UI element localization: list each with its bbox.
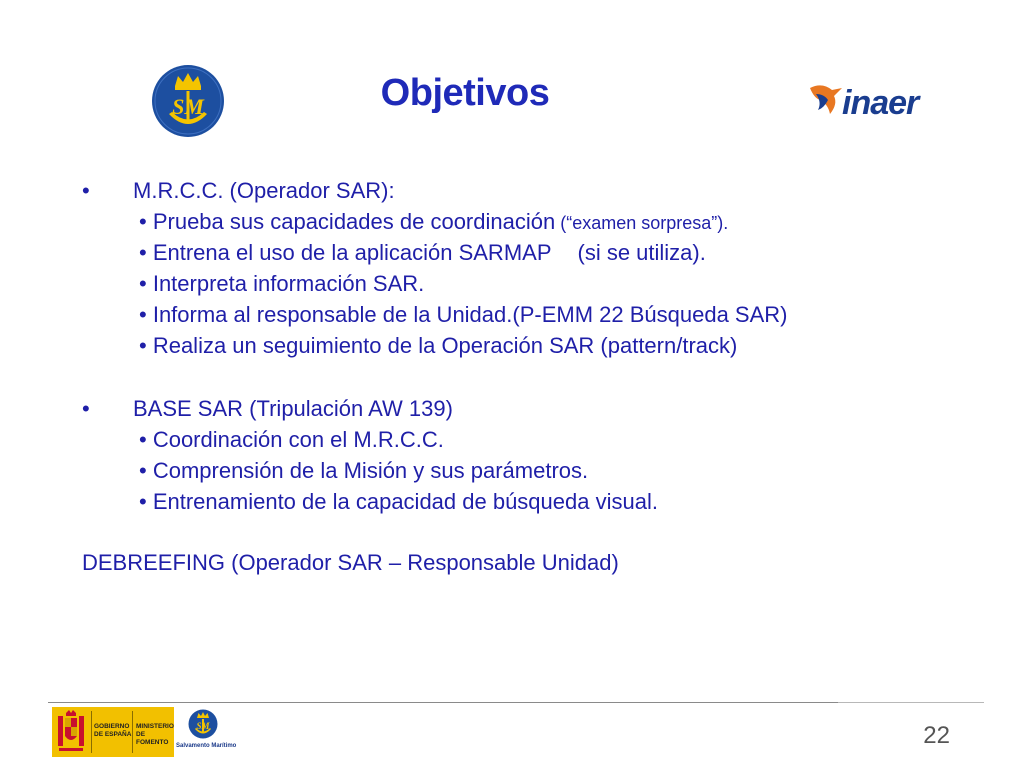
list-item-text: Prueba sus capacidades de coordinación [152,209,556,234]
list-item: • Entrenamiento de la capacidad de búsqueda visual. [139,489,658,514]
list-item: • Interpreta información SAR. [139,271,425,296]
inaer-wordmark: inaer [842,84,919,122]
section-heading: M.R.C.C. (Operador SAR): [133,178,395,203]
section-heading: BASE SAR (Tripulación AW 139) [133,396,453,421]
debriefing-text: DEBREEFING (Operador SAR – Responsable Unidad) [82,550,619,575]
sm-letters: SM [172,94,204,119]
bullet: • [82,396,90,421]
list-item: • Prueba sus capacidades de coordinación (“examen sorpresa”). [139,209,729,234]
list-item-text: Coordinación con el M.R.C.C. [152,427,444,452]
ministry-line-1: MINISTERIO [136,723,174,730]
list-item: • Comprensión de la Misión y sus parámetros. [139,458,589,483]
bullet: • [82,178,90,203]
list-item-text: Entrena el uso de la aplicación SARMAP [152,240,552,265]
ministry-line-2: DE FOMENTO [136,731,169,746]
inaer-logo [808,80,958,124]
list-item-text: Entrenamiento de la capacidad de búsqueda visual. [152,489,658,514]
list-item: • Informa al responsable de la Unidad.(P-EMM 22 Búsqueda SAR) [139,302,788,327]
gov-line-2: DE ESPAÑA [94,731,132,738]
salvamento-maritimo-footer-logo [176,707,237,757]
list-item: • Coordinación con el M.R.C.C. [139,427,444,452]
list-item-text: Informa al responsable de la Unidad.(P-EMM 22 Búsqueda SAR) [152,302,788,327]
sm-emblem-icon [188,709,218,739]
gobierno-espana-logo [52,707,174,757]
sm-caption: Salvamento Marítimo [176,743,237,749]
footer-divider-dark [48,702,838,703]
list-item-text: Realiza un seguimiento de la Operación SAR (pattern/track) [152,333,738,358]
gov-line-1: GOBIERNO [94,723,130,730]
list-item: • Entrena el uso de la aplicación SARMAP (si se utiliza). [139,240,706,265]
list-item-note: (si se utiliza). [577,240,706,265]
sm-emblem-letters: SM [196,721,210,731]
list-item: • Realiza un seguimiento de la Operación SAR (pattern/track) [139,333,738,358]
page-number: 22 [923,722,950,749]
coat-of-arms-icon [56,710,86,754]
list-item-note: (“examen sorpresa”). [555,213,729,233]
salvamento-maritimo-logo [151,64,225,138]
list-item-text: Comprensión de la Misión y sus parámetros. [152,458,589,483]
slide-title: Objetivos [380,72,550,114]
list-item-text: Interpreta información SAR. [152,271,425,296]
